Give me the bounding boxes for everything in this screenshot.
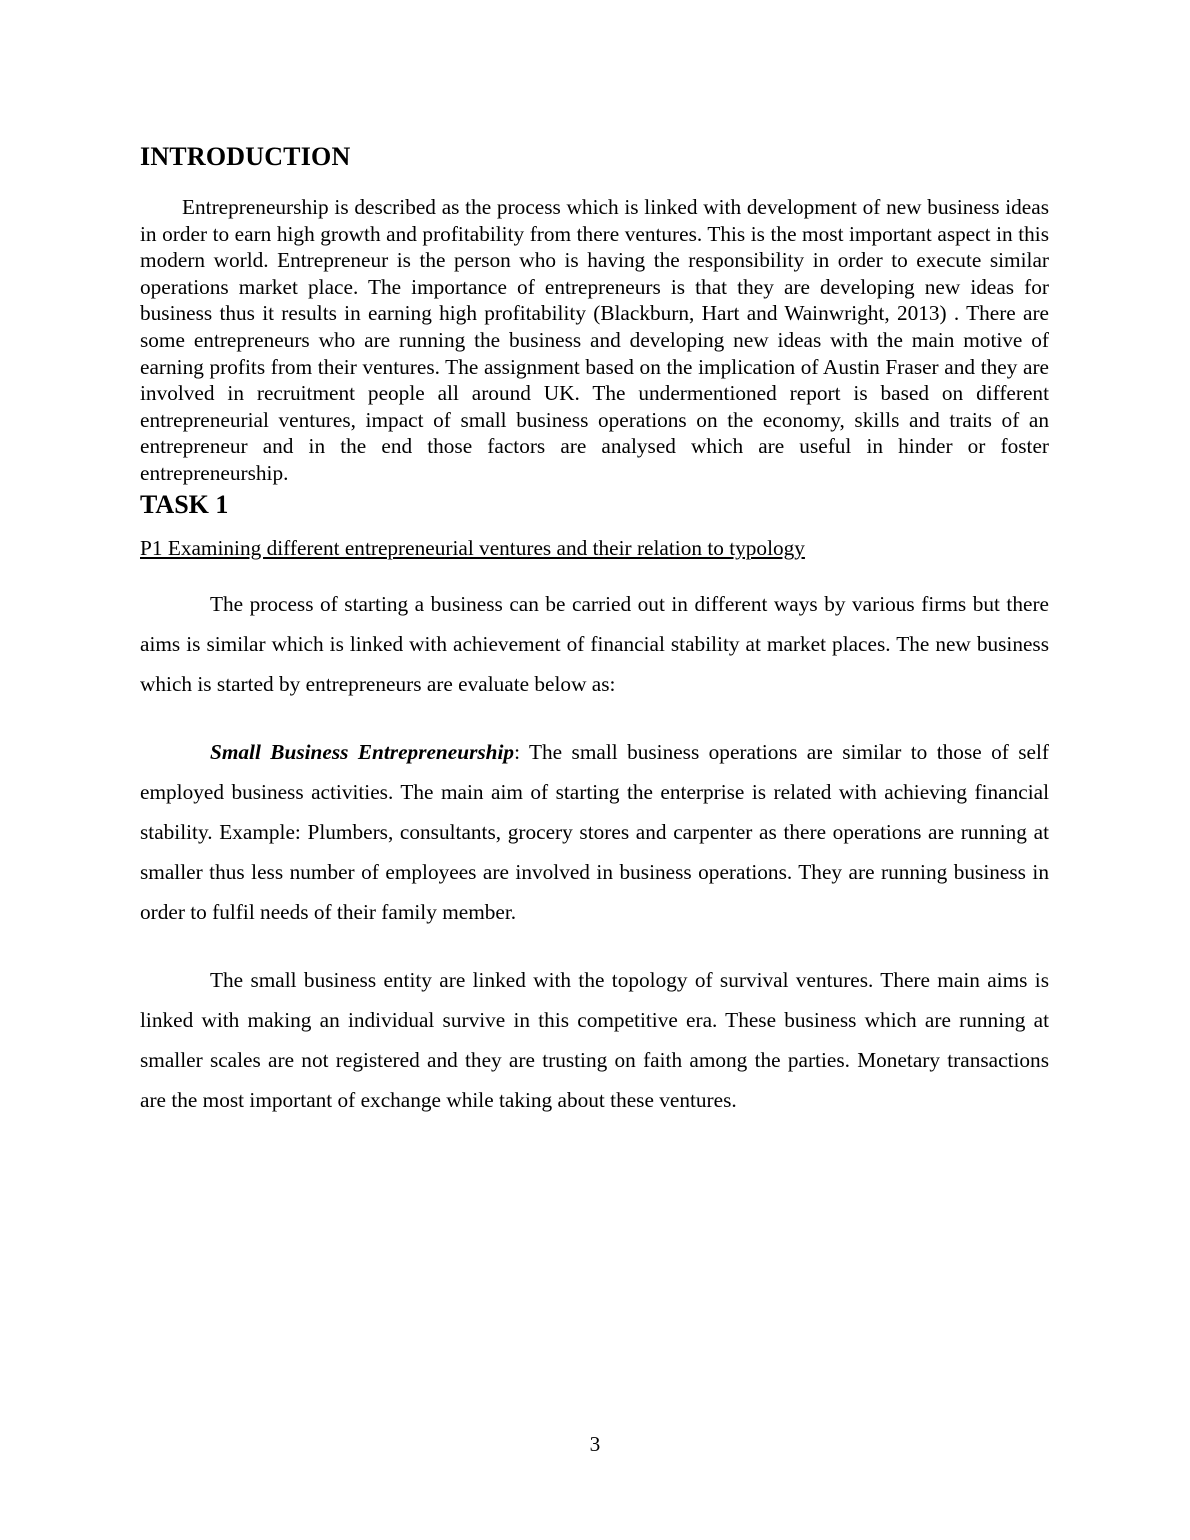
small-business-text: : The small business operations are similar to those of self employed business activities. The main aim of starting the enterprise is related with achieving financial stability. Example: Plumbers, consultants, grocery stores and carpenter as there operations are running at smaller thus less number of employees are involved in business operations. They are running business in order to fulfil needs of their family member. [140, 739, 1049, 924]
small-business-paragraph [140, 732, 1049, 932]
task-1-heading: TASK 1 [140, 489, 229, 519]
page-content [140, 140, 1049, 1148]
introduction-paragraph: Entrepreneurship is described as the process which is linked with development of new business ideas in order to earn high growth and profitability from there ventures. This is the most important aspect in this modern world. Entrepreneur is the person who is having the responsibility in order to execute similar operations market place. The importance of entrepreneurs is that they are developing new ideas for business thus it results in earning high profitability (Blackburn, Hart and Wainwright, 2013) . There are some entrepreneurs who are running the business and developing new ideas with the main motive of earning profits from their ventures. The assignment based on the implication of Austin Fraser and they are involved in recruitment people all around UK. The undermentioned report is based on different entrepreneurial ventures, impact of small business operations on the economy, skills and traits of an entrepreneur and in the end those factors are analysed which are useful in hinder or foster entrepreneurship. [140, 195, 1049, 485]
introduction-heading: INTRODUCTION [140, 142, 351, 171]
process-paragraph: The process of starting a business can be carried out in different ways by various firms but there aims is similar which is linked with achievement of financial stability at market places. The new business which is started by entrepreneurs are evaluate below as: [140, 591, 1049, 696]
page-number: 3 [589, 1432, 601, 1456]
small-business-term: Small Business Entrepreneurship [210, 739, 515, 764]
p1-subheading: P1 Examining different entrepreneurial ventures and their relation to typology [140, 535, 805, 560]
survival-ventures-paragraph: The small business entity are linked with the topology of survival ventures. There main aims is linked with making an individual survive in this competitive era. These business which are running at smaller scales are not registered and they are trusting on faith among the parties. Monetary transactions are the most important of exchange while taking about these ventures. [140, 967, 1049, 1112]
